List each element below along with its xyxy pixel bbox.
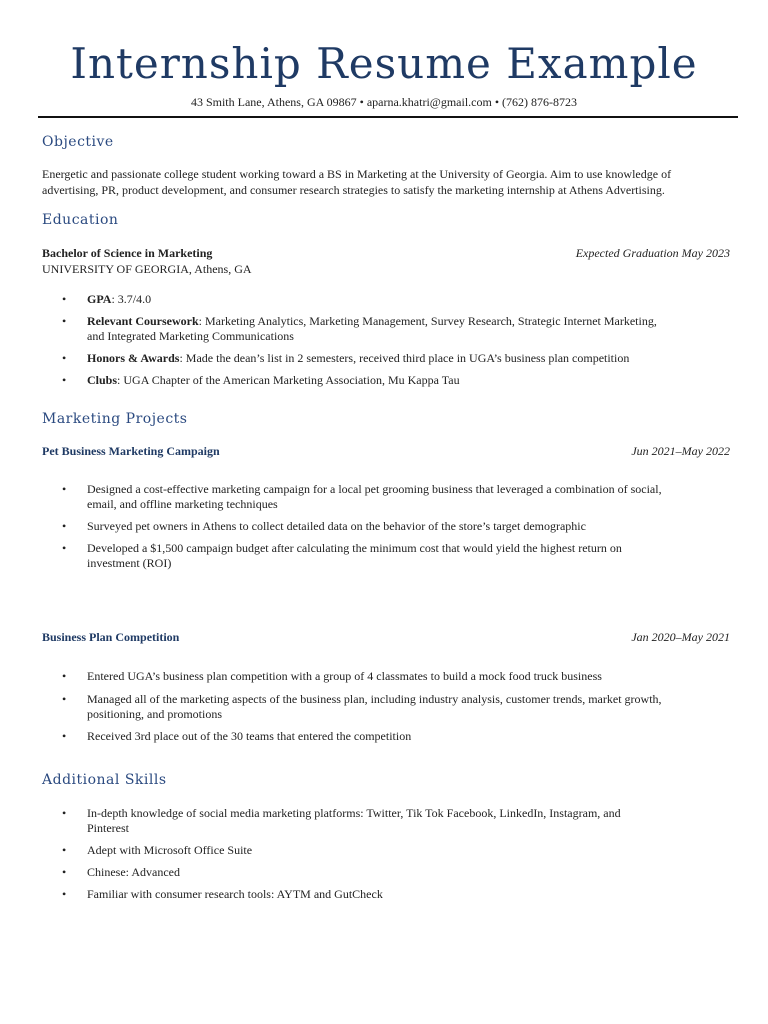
bullet-dot: • xyxy=(62,351,67,365)
bullet-text: Adept with Microsoft Office Suite xyxy=(87,843,253,857)
education-bullet xyxy=(62,292,662,307)
bullet-text: In-depth knowledge of social media marketing platforms: Twitter, Tik Tok Facebook, LinkedIn, Instagram, and Pinterest xyxy=(87,806,621,835)
bullet-dot: • xyxy=(62,482,67,496)
bullet-dot: • xyxy=(62,729,67,743)
bullet-dot: • xyxy=(62,519,67,533)
education-bullet xyxy=(62,314,662,344)
education-bullet xyxy=(62,373,662,388)
bullet-text: : Marketing Analytics, Marketing Management, Survey Research, Strategic Internet Marketing, and Integrated Marketing Communications xyxy=(87,314,657,343)
section-heading-objective: Objective xyxy=(42,134,114,150)
section-heading-projects: Marketing Projects xyxy=(42,411,188,427)
school-name: UNIVERSITY OF GEORGIA, Athens, GA xyxy=(42,262,252,276)
bullet-label: GPA xyxy=(87,292,112,306)
bullet-dot: • xyxy=(62,843,67,857)
bullet-text: : Made the dean’s list in 2 semesters, received third place in UGA’s business plan competition xyxy=(179,351,630,365)
project-dates: Jan 2020–May 2021 xyxy=(631,630,730,644)
section-heading-education: Education xyxy=(42,212,119,228)
skills-bullet xyxy=(62,887,662,902)
bullet-dot: • xyxy=(62,314,67,328)
objective-text: Energetic and passionate college student working toward a BS in Marketing at the University of Georgia. Aim to use knowledge of advertising, PR, product development, and consumer research strategies to satisfy the marketing internship at Athens Advertising. xyxy=(42,167,672,197)
bullet-dot: • xyxy=(62,292,67,306)
skills-bullet xyxy=(62,806,662,836)
project-header-row xyxy=(42,443,730,459)
bullet-text: Entered UGA’s business plan competition with a group of 4 classmates to build a mock food truck business xyxy=(87,669,602,683)
skills-bullet xyxy=(62,865,662,880)
degree-name: Bachelor of Science in Marketing xyxy=(42,246,213,260)
bullet-text: : 3.7/4.0 xyxy=(111,292,152,306)
header-divider xyxy=(38,116,738,118)
project-dates: Jun 2021–May 2022 xyxy=(631,444,730,458)
project-bullet xyxy=(62,729,662,744)
bullet-dot: • xyxy=(62,692,67,706)
section-heading-skills: Additional Skills xyxy=(42,772,167,788)
bullet-dot: • xyxy=(62,806,67,820)
bullet-text: Familiar with consumer research tools: AYTM and GutCheck xyxy=(87,887,383,901)
project-bullet xyxy=(62,519,662,534)
bullet-text: Chinese: Advanced xyxy=(87,865,180,879)
project-bullet xyxy=(62,541,662,571)
bullet-label: Relevant Coursework xyxy=(87,314,199,328)
bullet-text: Surveyed pet owners in Athens to collect detailed data on the behavior of the store’s target demographic xyxy=(87,519,586,533)
project-bullet xyxy=(62,669,662,684)
bullet-text: Designed a cost-effective marketing campaign for a local pet grooming business that leveraged a combination of social, email, and offline marketing techniques xyxy=(87,482,662,511)
project-name: Business Plan Competition xyxy=(42,630,180,644)
bullet-text: : UGA Chapter of the American Marketing Association, Mu Kappa Tau xyxy=(117,373,460,387)
bullet-label: Honors & Awards xyxy=(87,351,180,365)
contact-line: 43 Smith Lane, Athens, GA 09867 • aparna.khatri@gmail.com • (762) 876-8723 xyxy=(190,95,578,109)
bullet-label: Clubs xyxy=(87,373,118,387)
project-bullet xyxy=(62,692,662,722)
bullet-dot: • xyxy=(62,373,67,387)
bullet-text: Managed all of the marketing aspects of the business plan, including industry analysis, customer trends, market growth, positioning, and promotions xyxy=(87,692,662,721)
bullet-dot: • xyxy=(62,865,67,879)
project-bullet xyxy=(62,482,662,512)
bullet-dot: • xyxy=(62,887,67,901)
bullet-text: Developed a $1,500 campaign budget after calculating the minimum cost that would yield the highest return on investment (ROI) xyxy=(87,541,622,570)
graduation-date: Expected Graduation May 2023 xyxy=(575,246,730,260)
page-title: Internship Resume Example xyxy=(70,39,698,88)
skills-bullet xyxy=(62,843,662,858)
bullet-text: Received 3rd place out of the 30 teams that entered the competition xyxy=(87,729,412,743)
project-header-row xyxy=(42,629,730,645)
bullet-dot: • xyxy=(62,541,67,555)
education-bullet xyxy=(62,351,662,366)
education-degree-row xyxy=(42,245,730,261)
bullet-dot: • xyxy=(62,669,67,683)
project-name: Pet Business Marketing Campaign xyxy=(42,444,220,458)
